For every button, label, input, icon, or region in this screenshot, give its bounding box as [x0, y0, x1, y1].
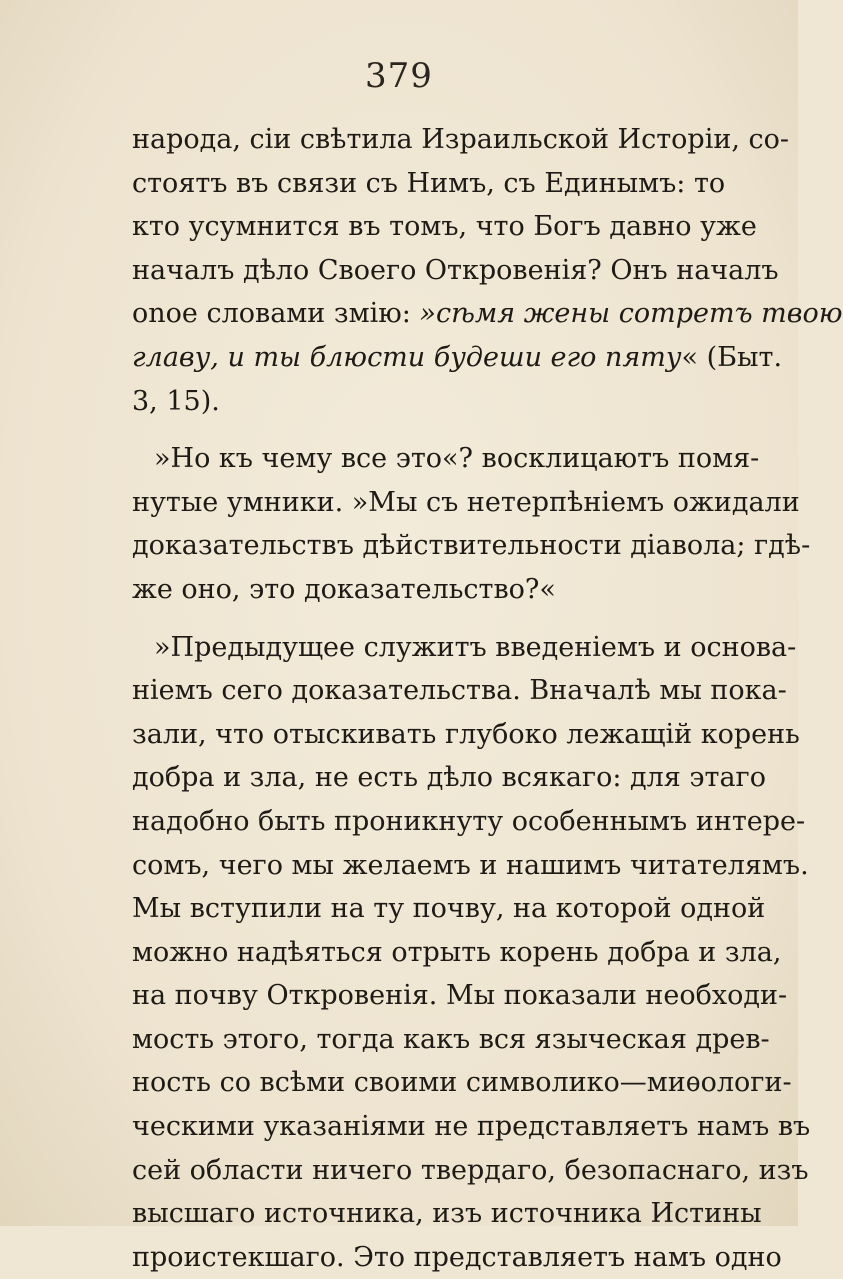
- text-line: [132, 568, 688, 612]
- text-segment: зали, что отыскивать глубоко лежащій корень: [132, 718, 800, 750]
- text-line: [132, 626, 797, 670]
- text-segment: « (Быт.: [681, 341, 783, 373]
- text-line: [132, 1018, 770, 1062]
- text-segment: мость этого, тогда какъ вся языческая древ-: [132, 1023, 770, 1055]
- text-segment: »Предыдущее служитъ введеніемъ и основа-: [154, 631, 797, 663]
- italic-quote: »сѣмя жены сотретъ твою: [419, 298, 843, 330]
- text-line: [132, 800, 806, 844]
- text-segment: добра и зла, не есть дѣло всякаго: для этаго: [132, 762, 766, 794]
- text-segment: ческими указаніями не представляетъ намъ въ: [132, 1111, 811, 1143]
- text-line: [132, 249, 779, 293]
- text-line: [132, 669, 787, 713]
- text-line: [132, 380, 688, 424]
- text-segment: надобно быть проникнуту особеннымъ интере-: [132, 805, 806, 837]
- text-segment: народа, сіи свѣтила Израильской Исторіи, со-: [132, 124, 789, 155]
- text-line: [132, 524, 811, 568]
- text-segment: ніемъ сего доказательства. Вначалѣ мы пока-: [132, 675, 787, 707]
- text-line: [132, 118, 789, 162]
- page-number: 379: [365, 56, 433, 96]
- text-line: [132, 974, 788, 1018]
- text-line: [132, 844, 809, 888]
- text-line: [132, 887, 766, 931]
- text-segment: доказательствъ дѣйствительности діавола; гдѣ-: [132, 530, 811, 562]
- text-line: [132, 1236, 782, 1279]
- text-line: [132, 1105, 811, 1149]
- italic-quote: главу, и ты блюсти будеши его пяту: [132, 341, 682, 373]
- text-line: [132, 713, 800, 757]
- body-text: [132, 118, 843, 1279]
- text-line: [132, 1192, 762, 1236]
- paragraph-gap: [132, 612, 688, 626]
- paragraph-gap: [132, 423, 688, 437]
- text-line: [132, 336, 783, 380]
- text-segment: кто усумнится въ томъ, что Богъ давно уже: [132, 211, 757, 243]
- text-line: [132, 1149, 809, 1193]
- text-segment: 3, 15).: [132, 385, 220, 417]
- text-line: [132, 481, 800, 525]
- text-line: [132, 756, 766, 800]
- text-segment: же оно, это доказательство?«: [132, 573, 556, 605]
- text-segment: ность со всѣми своими символико—миѳологи-: [132, 1067, 792, 1099]
- text-line: [132, 437, 760, 481]
- text-segment: на почву Откровенія. Мы показали необходи-: [132, 980, 788, 1012]
- text-segment: сомъ, чего мы желаемъ и нашимъ читателямъ.: [132, 849, 809, 881]
- text-segment: сей области ничего твердаго, безопаснаго, изъ: [132, 1154, 809, 1186]
- paragraph: [132, 437, 811, 611]
- text-segment: высшаго источника, изъ источника Истины: [132, 1198, 762, 1230]
- text-line: [132, 162, 726, 206]
- text-segment: стоятъ въ связи съ Нимъ, съ Единымъ: то: [132, 167, 726, 199]
- paragraph: [132, 626, 811, 1279]
- text-line: [132, 292, 843, 336]
- text-segment: onoe словами змію:: [132, 298, 420, 330]
- text-segment: »Но къ чему все это«? восклицаютъ помя-: [154, 443, 760, 475]
- paragraph: [132, 118, 843, 423]
- text-segment: Мы вступили на ту почву, на которой одной: [132, 893, 766, 925]
- text-segment: началъ дѣло Своего Откровенія? Онъ началъ: [132, 254, 779, 286]
- text-segment: нутые умники. »Мы съ нетерпѣніемъ ожидали: [132, 486, 800, 518]
- text-segment: проистекшаго. Это представляетъ намъ одно: [132, 1241, 782, 1273]
- text-line: [132, 1061, 792, 1105]
- text-segment: можно надѣяться отрыть корень добра и зла,: [132, 936, 782, 968]
- text-line: [132, 205, 757, 249]
- text-line: [132, 931, 782, 975]
